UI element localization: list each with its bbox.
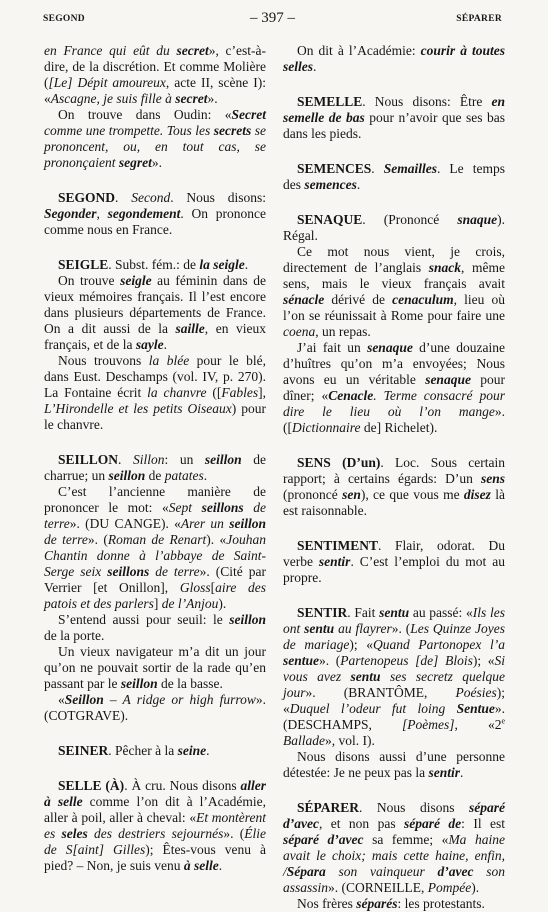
paragraph bbox=[44, 484, 266, 612]
text-run: ». bbox=[207, 91, 218, 106]
left-column bbox=[44, 43, 266, 874]
text-run: [ bbox=[210, 580, 216, 595]
italic-text: en France qui eût du bbox=[44, 43, 177, 58]
text-run: . bbox=[163, 337, 167, 352]
paragraph bbox=[283, 212, 505, 244]
text-run: d’une douzaine d’huîtres qu’on m’a envoyées; Nous avons eu un véritable bbox=[283, 340, 506, 387]
italic-text: son assassin bbox=[283, 864, 505, 895]
example-term: saille bbox=[175, 321, 205, 336]
example-term: Semailles bbox=[383, 161, 437, 176]
text-run: ». (DU CANGE). « bbox=[69, 516, 181, 531]
paragraph bbox=[283, 538, 505, 586]
text-run: . bbox=[206, 743, 210, 758]
italic-text: Élie de S[aint] Gilles bbox=[44, 826, 267, 857]
text-run: . bbox=[313, 59, 317, 74]
paragraph bbox=[44, 107, 266, 171]
italic-text: Et montèrent es bbox=[44, 810, 266, 841]
example-term: séparé de bbox=[404, 816, 462, 831]
paragraph bbox=[44, 43, 266, 107]
text-run: pour le blé, dans Eust. Deschamps (vol. IV, p. 270). La Fontaine écrit bbox=[44, 353, 266, 400]
example-term: sen bbox=[342, 487, 361, 502]
text-run: . Nous disons bbox=[359, 800, 469, 815]
paragraph bbox=[283, 605, 505, 749]
text-run: S’entend aussi pour seuil: le bbox=[58, 612, 230, 627]
text-run: , même sens, mais le vieux français avait bbox=[283, 260, 505, 291]
paragraph bbox=[44, 743, 266, 759]
text-run: . Nous disons: Être bbox=[362, 94, 492, 109]
example-term: segondement bbox=[107, 206, 181, 221]
text-run: . bbox=[118, 452, 133, 467]
example-term: seillons bbox=[107, 564, 150, 579]
italic-text: Roman de Renart bbox=[107, 532, 207, 547]
italic-text: Second bbox=[131, 190, 171, 205]
paragraph bbox=[44, 452, 266, 484]
headword: SENS (D’un) bbox=[297, 455, 381, 470]
example-term: seigle bbox=[120, 273, 152, 288]
example-term: courir à toutes selles bbox=[283, 43, 505, 74]
text-run: : Il est bbox=[461, 816, 505, 831]
text-run: , bbox=[96, 206, 108, 221]
text-run: au féminin dans de vieux mémoires français. Il l’est encore dans plusieurs départements de France. On a dit aussi de la bbox=[44, 273, 266, 336]
paragraph bbox=[283, 455, 505, 519]
paragraph bbox=[44, 257, 266, 273]
entry-secret-continuation bbox=[44, 43, 266, 171]
example-term: sentue bbox=[283, 653, 320, 668]
italic-text: son vainqueur bbox=[325, 864, 438, 879]
example-term: seillon bbox=[229, 612, 266, 627]
example-term: sentir bbox=[318, 554, 351, 569]
text-run: ). bbox=[471, 880, 480, 895]
text-run: , acte II, scène I): « bbox=[44, 75, 266, 106]
paragraph bbox=[283, 749, 505, 781]
text-run: ), ce que vous me bbox=[360, 487, 464, 502]
example-term: semences bbox=[304, 177, 357, 192]
text-run: , en vieux français, et de la bbox=[44, 321, 266, 352]
example-term: snaque bbox=[457, 212, 498, 227]
text-run: ». (Cité par Verrier [et Onillon], bbox=[44, 564, 266, 595]
text-run: . Pêcher à la bbox=[108, 743, 178, 758]
example-term: seillon bbox=[229, 516, 266, 531]
text-run: sa femme; « bbox=[363, 832, 449, 847]
entry-sentiment bbox=[283, 538, 505, 586]
text-run: . Subst. fém.: de bbox=[108, 257, 200, 272]
headword: SEMENCES bbox=[297, 161, 372, 176]
italic-text: Jouhan Chantin donne à l’abbaye de Saint-Serge seix bbox=[44, 532, 267, 579]
italic-text: [Le] Dépit amoureux bbox=[48, 75, 166, 90]
entry-sens bbox=[283, 455, 505, 519]
headword: SENTIMENT bbox=[297, 538, 379, 553]
italic-text: Les Quinze Joyes de mariage bbox=[283, 621, 505, 652]
headword: SEINER bbox=[58, 743, 109, 758]
entry-senaque bbox=[283, 212, 505, 436]
paragraph bbox=[283, 896, 505, 912]
paragraph bbox=[44, 353, 266, 433]
text-run: pour dîner; « bbox=[283, 372, 506, 403]
entry-segond bbox=[44, 190, 266, 238]
header-left-guide-word: SEGOND bbox=[43, 14, 85, 24]
example-term: d’avec bbox=[437, 864, 474, 879]
italic-text: Pompée bbox=[427, 880, 472, 895]
example-term: seine bbox=[177, 743, 207, 758]
paragraph bbox=[283, 94, 505, 142]
entry-seigle bbox=[44, 257, 266, 433]
headword: SENAQUE bbox=[297, 212, 363, 227]
headword: SEIGLE bbox=[58, 257, 109, 272]
text-run: ] bbox=[153, 596, 162, 611]
example-term: cenaculum bbox=[392, 292, 454, 307]
example-term: seillons bbox=[201, 500, 244, 515]
italic-text: Sillon bbox=[132, 452, 165, 467]
text-run: de charrue; un bbox=[44, 452, 266, 483]
italic-text: se prononcent, ou, en tout cas, se prononçaient bbox=[44, 123, 266, 170]
entry-selle-continuation bbox=[283, 43, 505, 75]
example-term: seillon bbox=[108, 468, 146, 483]
example-term: sentu bbox=[304, 621, 335, 636]
text-run: . On prononce comme nous en France. bbox=[44, 206, 266, 237]
italic-text: aire des patois et des parlers bbox=[44, 580, 266, 611]
text-run: de la basse. bbox=[157, 676, 223, 691]
text-run: de] Richelet). bbox=[360, 420, 438, 435]
text-run: dérivé de bbox=[324, 292, 393, 307]
text-run: . Loc. Sous certain rapport; à certains égards: D’un bbox=[283, 455, 505, 486]
headword: SELLE (À) bbox=[58, 778, 125, 793]
text-run: ». bbox=[151, 155, 162, 170]
text-run: ». ([ bbox=[283, 404, 505, 435]
italic-text: la chanvre bbox=[147, 385, 207, 400]
text-run: . Le temps des bbox=[283, 161, 505, 192]
italic-text: patates bbox=[164, 468, 204, 483]
italic-text: de l’Anjou bbox=[161, 596, 219, 611]
text-run: . Fait bbox=[347, 605, 380, 620]
text-run: Nos frères bbox=[297, 896, 357, 911]
headword: SEILLON bbox=[58, 452, 119, 467]
text-run: ». (CORNEILLE, bbox=[328, 880, 428, 895]
paragraph bbox=[44, 778, 266, 874]
example-term: sentu bbox=[379, 605, 410, 620]
example-term: la seigle bbox=[199, 257, 245, 272]
text-run: . (Prononcé bbox=[362, 212, 458, 227]
text-run: : un bbox=[164, 452, 205, 467]
example-term: en semelle de bas bbox=[283, 94, 505, 125]
italic-text: au flayrer bbox=[334, 621, 392, 636]
text-run: de bbox=[145, 468, 165, 483]
example-term: séparés bbox=[356, 896, 398, 911]
text-run: ». ( bbox=[391, 621, 411, 636]
text-run: . bbox=[203, 468, 208, 483]
entry-selle bbox=[44, 778, 266, 874]
text-run: (prononcé bbox=[283, 487, 343, 502]
example-term: Sentue bbox=[456, 701, 495, 716]
headword: SEGOND bbox=[58, 190, 116, 205]
text-run: . bbox=[218, 858, 223, 873]
text-run: Nous disons aussi d’une personne détestée: Je ne peux pas la bbox=[283, 749, 505, 780]
paragraph bbox=[283, 800, 505, 896]
text-run: ). Régal. bbox=[283, 212, 505, 243]
headword: SÉPARER bbox=[297, 800, 360, 815]
example-term: Seillon bbox=[64, 692, 104, 707]
text-run: ». ( bbox=[87, 532, 108, 547]
entry-sentir bbox=[283, 605, 505, 781]
example-term: secret bbox=[175, 91, 208, 106]
example-term: secret bbox=[176, 43, 209, 58]
text-run: , un repas. bbox=[315, 324, 371, 339]
italic-text: Sept bbox=[168, 500, 202, 515]
text-run: ); Êtes-vous venu à pied? – Non, je suis venu bbox=[44, 842, 266, 873]
italic-text: comme une trompette. Tous les bbox=[44, 123, 214, 138]
italic-text: Duquel l’odeur fut loing bbox=[289, 701, 457, 716]
text-run: ». (DESCHAMPS, bbox=[283, 701, 505, 732]
italic-text: Quand Partonopex l’a bbox=[373, 637, 506, 652]
text-run: ». ( bbox=[223, 826, 245, 841]
entry-seillon bbox=[44, 452, 266, 724]
example-term: Sépara bbox=[286, 864, 326, 879]
text-run: ». (COTGRAVE). bbox=[44, 692, 266, 723]
paragraph bbox=[44, 612, 266, 644]
paragraph bbox=[44, 273, 266, 353]
text-run: . C’est l’emploi du mot au propre. bbox=[283, 554, 505, 585]
superscript: e bbox=[501, 716, 505, 726]
example-term: seillon bbox=[120, 676, 158, 691]
example-term: segret bbox=[118, 155, 152, 170]
paragraph bbox=[44, 692, 266, 724]
text-run: comme l’on dit à l’Académie, aller à poil, aller à cheval: « bbox=[44, 794, 266, 825]
italic-text: Fables bbox=[221, 385, 259, 400]
text-run: Un vieux navigateur m’a dit un jour qu’on ne pouvait sortir de la rade qu’en passant par le bbox=[44, 644, 266, 691]
text-run: . bbox=[371, 161, 384, 176]
example-term: snack bbox=[428, 260, 462, 275]
example-term: aller à selle bbox=[44, 778, 266, 809]
text-run: Ce mot nous vient, je crois, directement de l’anglais bbox=[283, 244, 505, 275]
text-run: : les protestants. bbox=[397, 896, 485, 911]
text-run: . À cru. Nous disons bbox=[124, 778, 241, 793]
entry-seiner bbox=[44, 743, 266, 759]
example-term: disez bbox=[463, 487, 491, 502]
text-run: », c’est-à-dire, de la discrétion. Et comme Molière ( bbox=[44, 43, 266, 90]
paragraph bbox=[283, 43, 505, 75]
example-term: séparé d’avec bbox=[283, 800, 505, 831]
header-right-guide-word: SÉPARER bbox=[456, 14, 502, 24]
text-run: . bbox=[459, 765, 464, 780]
example-term: à selle bbox=[183, 858, 219, 873]
italic-text: Ma haine avait le choix; mais cette haine, enfin, / bbox=[283, 832, 505, 879]
italic-text: Poésies bbox=[455, 685, 497, 700]
example-term: seles bbox=[61, 826, 88, 841]
text-run: . bbox=[244, 257, 249, 272]
text-run: ». ( bbox=[319, 653, 341, 668]
paragraph bbox=[44, 190, 266, 238]
example-term: sens bbox=[480, 471, 505, 486]
text-run: . bbox=[356, 177, 361, 192]
italic-text: Ballade bbox=[283, 733, 325, 748]
example-term: secrets bbox=[213, 123, 252, 138]
page-number: – 397 – bbox=[250, 10, 295, 26]
text-run: ([ bbox=[206, 385, 222, 400]
italic-text: L’Hirondelle et les petits Oiseaux bbox=[44, 401, 232, 416]
paragraph bbox=[283, 340, 505, 436]
italic-text: [Poèmes] bbox=[401, 717, 455, 732]
text-run: J’ai fait un bbox=[297, 340, 368, 355]
entry-semences bbox=[283, 161, 505, 193]
italic-text: Ils les ont bbox=[283, 605, 505, 636]
example-term: Cenacle bbox=[328, 388, 374, 403]
text-run: On trouve bbox=[58, 273, 121, 288]
text-run: C’est l’ancienne manière de prononcer le mot: « bbox=[44, 484, 266, 515]
italic-text: de terre bbox=[44, 500, 266, 531]
italic-text: – A ridge or high furrow bbox=[103, 692, 256, 707]
italic-text: ses secretz quelque jour bbox=[283, 669, 505, 700]
example-term: sentu bbox=[350, 669, 381, 684]
example-term: Segonder bbox=[44, 206, 97, 221]
italic-text: Dictionnaire bbox=[292, 420, 361, 435]
text-run: pour n’avoir que ses bas dans les pieds. bbox=[283, 110, 505, 141]
entry-semelle bbox=[283, 94, 505, 142]
example-term: senaque bbox=[425, 372, 471, 387]
paragraph bbox=[283, 161, 505, 193]
text-run: . Flair, odorat. Du verbe bbox=[283, 538, 505, 569]
text-run: « bbox=[58, 692, 65, 707]
paragraph bbox=[283, 244, 505, 340]
example-term: sentir bbox=[428, 765, 460, 780]
right-column bbox=[283, 43, 505, 912]
italic-text: . Terme consacré pour dire le lieu où l’on mange bbox=[283, 388, 505, 419]
text-run: Nous trouvons bbox=[58, 353, 149, 368]
text-run: ); « bbox=[283, 685, 505, 716]
italic-text: coena bbox=[283, 324, 316, 339]
example-term: séparé d’avec bbox=[283, 832, 364, 847]
text-run: au passé: « bbox=[409, 605, 473, 620]
running-header bbox=[43, 10, 502, 28]
text-run: ); « bbox=[349, 637, 374, 652]
headword: SEMELLE bbox=[297, 94, 363, 109]
example-term: seillon bbox=[204, 452, 242, 467]
paragraph bbox=[44, 644, 266, 692]
example-term: sénacle bbox=[283, 292, 325, 307]
italic-text: de terre bbox=[149, 564, 200, 579]
italic-text: des destriers sejournés bbox=[87, 826, 224, 841]
text-run: , lieu où l’on se réunissait à Rome pour faire une bbox=[283, 292, 505, 323]
italic-text: de terre bbox=[44, 532, 88, 547]
example-term: senaque bbox=[367, 340, 413, 355]
text-run: ). « bbox=[206, 532, 227, 547]
italic-text: Si vous avez bbox=[283, 653, 506, 684]
text-run: là est raisonnable. bbox=[283, 487, 505, 518]
text-run: ). bbox=[218, 596, 227, 611]
text-run: ». (BRANTÔME, bbox=[305, 685, 456, 700]
italic-text: Gloss bbox=[179, 580, 211, 595]
text-run: . bbox=[115, 190, 132, 205]
italic-text: Partenopeus [de] Blois bbox=[340, 653, 473, 668]
text-run: de la porte. bbox=[44, 628, 105, 643]
italic-text: la blée bbox=[148, 353, 190, 368]
text-run: , et non pas bbox=[318, 816, 405, 831]
italic-text: Arer un bbox=[180, 516, 230, 531]
text-run: ) pour le chanvre. bbox=[44, 401, 266, 432]
text-run: . Nous disons: bbox=[170, 190, 266, 205]
text-run: ); « bbox=[472, 653, 495, 668]
text-run: , «2 bbox=[454, 717, 502, 732]
example-term: sayle bbox=[135, 337, 164, 352]
text-run: On dit à l’Académie: bbox=[297, 43, 421, 58]
headword: SENTIR bbox=[297, 605, 348, 620]
entry-separer bbox=[283, 800, 505, 912]
text-run: », vol. I). bbox=[325, 733, 375, 748]
text-run: On trouve dans Oudin: « bbox=[58, 107, 232, 122]
italic-text: Ascagne, je suis fille à bbox=[50, 91, 176, 106]
example-term: Secret bbox=[231, 107, 266, 122]
text-run: ], bbox=[258, 385, 267, 400]
